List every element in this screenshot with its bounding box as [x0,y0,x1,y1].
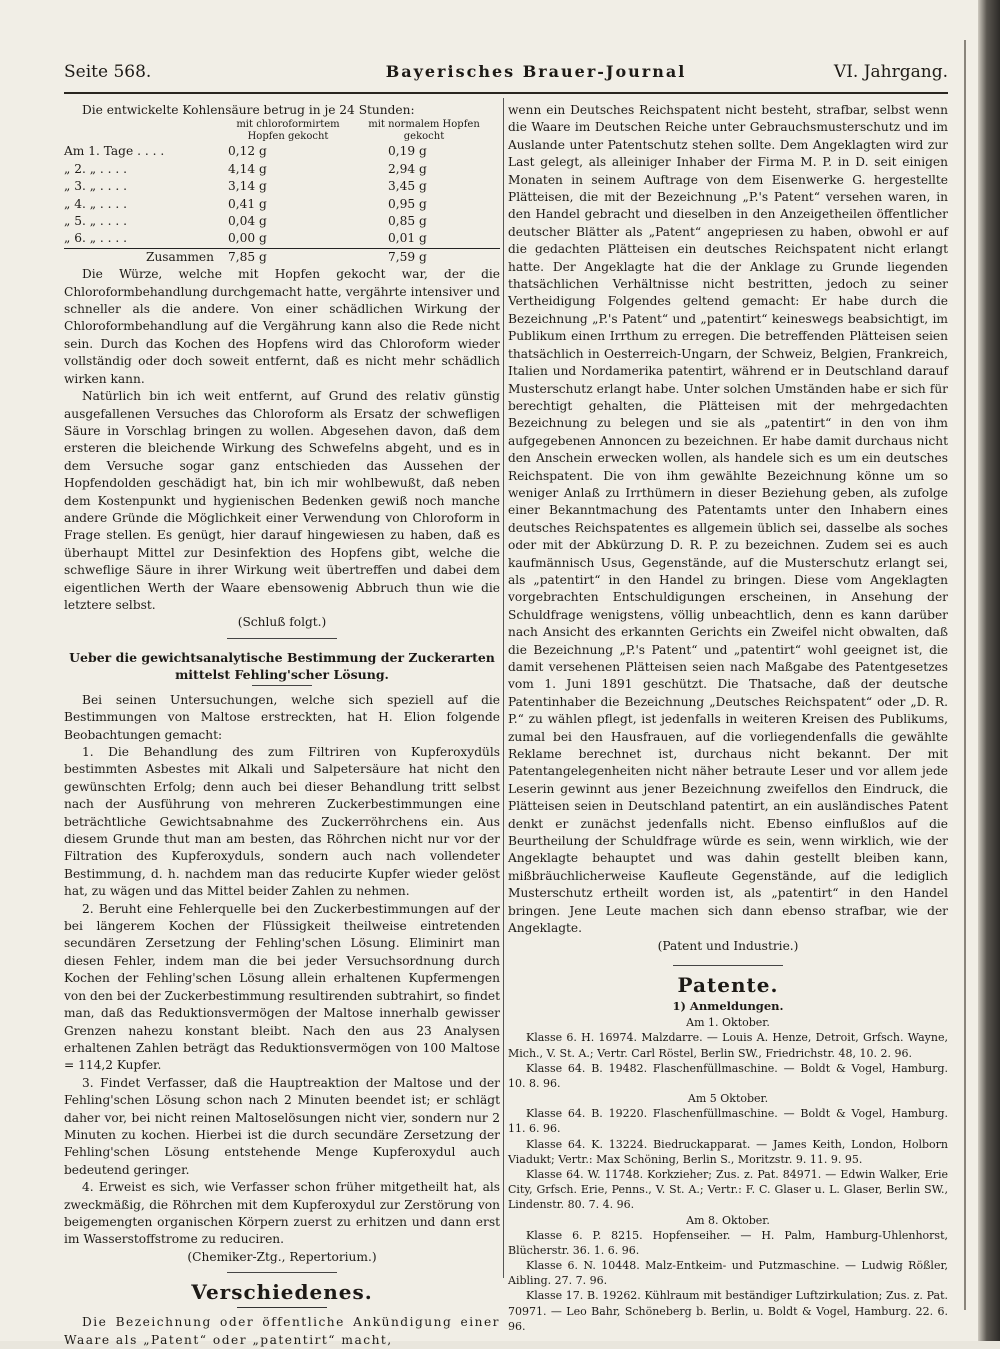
value-a: 0,00 g [228,231,267,246]
table-head-row [64,119,500,143]
row-label: Am 1. Tage . . . . [64,144,165,159]
paragraph: Die Bezeichnung oder öffentliche Ankündigung einer Waare als „Patent“ oder „patentirt“ macht, [64,1315,500,1347]
paragraph: 2. Beruht eine Fehlerquelle bei den Zuckerbestimmungen auf der bei längerem Kochen der Flüssigkeit theilweise eintretenden secundären Zersetzung der Fehling'schen Lösung. Eliminirt man diesen Fehler, indem man die bei jeder Versuchsordnung durch Kochen der Fehling'schen Lösung allein erhaltenen Kupfermengen von den bei der Zuckerbestimmung resultirenden subtrahirt, so findet man, daß das Reduktionsvermögen der Maltose innerhalb gewisser Grenzen nahezu konstant bleibt. Nach den aus 23 Analysen erhaltenen Zahlen beträgt das Reduktionsvermögen von 100 Maltose = 114,2 Kupfer. [64,901,500,1073]
patent-entry: Klasse 64. K. 13224. Biedruckapparat. — James Keith, London, Holborn Viadukt; Vertr.: Max Schöning, Berlin S., Moritzstr. 9. 11. 9. 95. [508,1137,948,1166]
paragraph: wenn ein Deutsches Reichspatent nicht besteht, strafbar, selbst wenn die Waare im Deutschen Reiche unter Gebrauchsmusterschutz und im Auslande unter Patentschutz stehen sollte. Dem Angeklagten wird zur Last gelegt, als alleiniger Inhaber der Firma M. P. in D. seit einigen Monaten in seinem Auftrage von dem Eisenwerke G. hergestellte Plätteisen, die mit der Bezeichnung „P.'s Patent“ versehen waren, in den Handel gebracht und dieselben in den Anzeigetheilen öffentlicher deutscher Blätter als „Patent“ angepriesen zu haben, obwohl er auf die gedachten Plätteisen ein deutsches Reichspatent nicht erlangt hatte. Der Angeklagte hat die der Anklage zu Grunde liegenden thatsächlichen Verhältnisse nicht bestritten, jedoch zu seiner Vertheidigung Folgendes geltend gemacht: Er habe durch die Bezeichnung „P.'s Patent“ und „patentirt“ keineswegs beabsichtigt, im Publikum einen Irrthum zu erregen. Die betreffenden Plätteisen seien thatsächlich in Oesterreich-Ungarn, der Schweiz, Belgien, Frankreich, Italien und Nordamerika patentirt, während er in Deutschland darauf Musterschutz erlangt habe. Unter solchen Umständen habe er sich für berechtigt gehalten, die Plätteisen mit der mehrgedachten Bezeichnung zu belegen und sie als „patentirt“ in den von ihm aufgegebenen Annoncen zu bezeichnen. Er habe damit durchaus nicht den Anschein erwecken wollen, als handele sich es um ein deutsches Reichspatent. Die von ihm gewählte Bezeichnung könne um so weniger Anlaß zu Irrthümern in dieser Beziehung geben, als zufolge einer Bekanntmachung des Patentamts unter den Inhabern eines deutsches Reichspatentes es allgemein üblich sei, dasselbe als soches oder mit der Abkürzung D. R. P. zu bezeichnen. Zudem sei es auch kaufmännisch Usus, Gegenstände, auf die Musterschutz erlangt sei, als „patentirt“ in den Handel zu bringen. Diese vom Angeklagten vorgebrachten Entschuldigungen erscheinen, in Ansehung der Schuldfrage wenigstens, völlig unbeachtlich, denn es kann darüber nach Ansicht des erkannten Gerichts ein Zweifel nicht obwalten, daß die Bezeichnung „P.'s Patent“ und „patentirt“ wohl geeignet ist, die damit versehenen Plätteisen seien nach Maßgabe des Patentgesetzes vom 1. Juni 1891 geschützt. Die Thatsache, daß der deutsche Patentinhaber die Bezeichnung „Deutsches Reichspatent“ oder „D. R. P.“ zu wählen pflegt, ist jedenfalls in weiteren Kreisen des Publikums, zumal bei den Hausfrauen, auf die vorliegendenfalls die gewählte Reklame berechnet ist, durchaus nicht bekannt. Der mit Patentangelegenheiten nicht näher betraute Leser und vor allem jede Leserin gewinnt aus jener Bezeichnung zweifellos den Eindruck, die Plätteisen seien in Deutschland patentirt, an ein ausländisches Patent denkt er zunächst jedenfalls nicht. Ebenso einflußlos auf die Beurtheilung der Schuldfrage würde es sein, wenn wirklich, wie der Angeklagte behauptet und was dahin gestellt bleiben kann, mißbräuchlicherweise Kaufleute Gegenstände, auf die lediglich Musterschutz ertheilt worden ist, als „patentirt“ in den Handel bringen. Jene Leute machen sich dann ebenso strafbar, wie der Angeklagte. [508,103,948,936]
section-title-misc: Verschiedenes. [191,1280,373,1305]
patents-subtitle: 1) Anmeldungen. [672,998,784,1013]
title-underline [252,685,312,686]
table-row [64,196,500,213]
patent-date: Am 5 Oktober. [687,1092,769,1106]
section-rule [227,638,337,639]
section-title-sugar: Ueber die gewichtsanalytische Bestimmung der Zuckerarten mittelst Fehling'scher Lösung. [69,649,495,682]
row-label: „ 4. „ . . . . [64,196,127,211]
sum-a: 7,85 g [220,248,348,266]
table-sum-row [64,248,500,266]
value-b: 0,85 g [388,214,427,229]
source-note: (Patent und Industrie.) [657,938,799,953]
row-label: „ 5. „ . . . . [64,214,127,229]
table-row [64,178,500,195]
section-title-patents: Patente. [677,972,779,997]
col-head-chloroform: mit chloroformirtem Hopfen gekocht [236,119,340,143]
page-edge-shadow [978,0,1000,1341]
value-b: 0,95 g [388,196,427,211]
row-label: „ 3. „ . . . . [64,179,127,194]
patent-group [508,1091,948,1212]
paragraph: Natürlich bin ich weit entfernt, auf Grund des relativ günstig ausgefallenen Versuches das Chloroform als Ersatz der schwefligen Säure in Vorschlag bringen zu wollen. Abgesehen davon, daß dem ersteren die bleichende Wirkung des Schwefelns abgeht, und es in dem Versuche sogar ganz entschieden das Aussehen der Hopfendolden geschädigt hat, bin ich mir wohlbewußt, daß neben dem Kostenpunkt und hygienischen Bedenken gewiß noch manche andere Gründe die Möglichkeit einer Verwendung von Chloroform in Frage stellen. Es genügt, hier darauf hingewiesen zu haben, daß es überhaupt Mittel zur Desinfektion des Hopfens gibt, welche die schweflige Säure in ihrer Wirkung weit übertreffen und dabei dem eigentlichen Werth der Waare ebensowenig Abbruch thun wie die letztere selbst. [64,389,500,612]
title-underline [237,1307,327,1308]
page-edge-line [964,40,966,1310]
value-b: 0,19 g [388,144,427,159]
patent-entry: Klasse 6. P. 8215. Hopfenseiher. — H. Palm, Hamburg-Uhlenhorst, Blücherstr. 36. 1. 6. 96. [508,1228,948,1257]
value-a: 3,14 g [228,179,267,194]
col-head-normal: mit normalem Hopfen gekocht [368,119,480,143]
column-divider [503,98,504,1278]
table-row [64,213,500,230]
row-label: „ 2. „ . . . . [64,161,127,176]
patent-group [508,1213,948,1334]
patent-entry: Klasse 6. N. 10448. Malz-Entkeim- und Putzmaschine. — Ludwig Rößler, Aibling. 27. 7. 96. [508,1258,948,1288]
patent-entry: Klasse 64. B. 19220. Flaschenfüllmaschine. — Boldt & Vogel, Hamburg. 11. 6. 96. [508,1107,948,1136]
sum-b: 7,59 g [348,248,500,266]
patent-entry: Klasse 17. B. 19262. Kühlraum mit beständiger Luftzirkulation; Zus. z. Pat. 70971. — Leo Bahr, Schöneberg b. Berlin, u. Boldt & Vogel, Hamburg. 22. 6. 96. [508,1289,948,1333]
value-a: 4,14 g [228,161,267,176]
paragraph: 1. Die Behandlung des zum Filtriren von Kupferoxydüls bestimmten Asbestes mit Alkali und Salpetersäure hat nicht den gewünschten Erfolg; denn auch bei dieser Behandlung tritt selbst nach der Ausführung von mehreren Zuckerbestimmungen eine beträchtliche Gewichtsabnahme des Zuckerröhrchens ein. Aus diesem Grunde thut man am besten, das Röhrchen nicht nur vor der Filtration des Kupferoxyduls, sondern auch nach vollendeter Bestimmung, d. h. nachdem man das reducirte Kupfer wieder gelöst hat, zu wägen und das Mittel beider Zahlen zu nehmen. [64,745,500,899]
patent-date: Am 8. Oktober. [686,1213,770,1227]
row-label: „ 6. „ . . . . [64,231,127,246]
paragraph: Bei seinen Untersuchungen, welche sich speziell auf die Bestimmungen von Maltose erstreckten, hat H. Elion folgende Beobachtungen gemacht: [64,692,500,742]
paragraph: 4. Erweist es sich, wie Verfasser schon früher mitgetheilt hat, als zweckmäßig, die Röhrchen mit dem Kupferoxydul zur Zerstörung von beigemengten organischen Körpern zuerst zu erhitzen und dann erst im Wasserstoffstrome zu reduciren. [64,1180,500,1247]
table-intro: Die entwickelte Kohlensäure betrug in je 24 Stunden: [82,103,415,117]
table-row [64,161,500,178]
patent-entry: Klasse 6. H. 16974. Malzdarre. — Louis A. Henze, Detroit, Grfsch. Wayne, Mich., V. St. A.; Vertr. Carl Röstel, Berlin SW., Friedrichstr. 48, 10. 2. 96. [508,1031,948,1060]
paragraph: 3. Findet Verfasser, daß die Hauptreaktion der Maltose und der Fehling'schen Lösung schon nach 2 Minuten beendet ist; er schlägt daher vor, bei nicht reinen Maltoselösungen nicht vier, sondern nur 2 Minuten zu kochen. Hierbei ist die durch secundäre Zersetzung der Fehling'schen Lösung entstehende Menge Kupferoxydul auch bedeutend geringer. [64,1075,500,1177]
page-number: Seite 568. [64,62,152,82]
value-b: 3,45 g [388,179,427,194]
value-b: 0,01 g [388,231,427,246]
value-a: 0,12 g [228,144,267,159]
value-a: 0,04 g [228,214,267,229]
right-column [508,102,948,1334]
value-a: 0,41 g [228,196,267,211]
section-rule [673,965,783,966]
patent-entry: Klasse 64. W. 11748. Korkzieher; Zus. z. Pat. 84971. — Edwin Walker, Erie City, Grfsch. Erie, Penns., V. St. A.; Vertr.: F. C. Glaser u. L. Glaser, Berlin SW., Lindenstr. 80. 7. 4. 96. [508,1167,948,1212]
sum-label: Zusammen [64,248,220,266]
patent-entry: Klasse 64. B. 19482. Flaschenfüllmaschine. — Boldt & Vogel, Hamburg. 10. 8. 96. [508,1061,948,1090]
left-column [64,102,500,1349]
continued-note: (Schluß folgt.) [237,615,327,630]
header-rule [64,92,948,94]
page-header [64,62,948,86]
table-row [64,230,500,248]
section-rule [227,1272,337,1273]
fermentation-table [64,119,500,266]
source-note: (Chemiker-Ztg., Repertorium.) [187,1249,377,1264]
journal-title: Bayerisches Brauer-Journal [385,62,687,81]
paragraph: Die Würze, welche mit Hopfen gekocht war, der die Chloroformbehandlung durchgemacht hatte, vergährte intensiver und schneller als die andere. Von einer schädlichen Wirkung der Chloroformbehandlung auf die Vergährung kann also die Rede nicht sein. Durch das Kochen des Hopfens wird das Chloroform wieder vollständig oder doch soweit entfernt, daß es nicht mehr schädlich wirken kann. [64,267,500,386]
patent-group [508,1015,948,1091]
volume-year: VI. Jahrgang. [833,62,948,82]
table-row [64,143,500,160]
patent-date: Am 1. Oktober. [686,1016,770,1030]
value-b: 2,94 g [388,161,427,176]
